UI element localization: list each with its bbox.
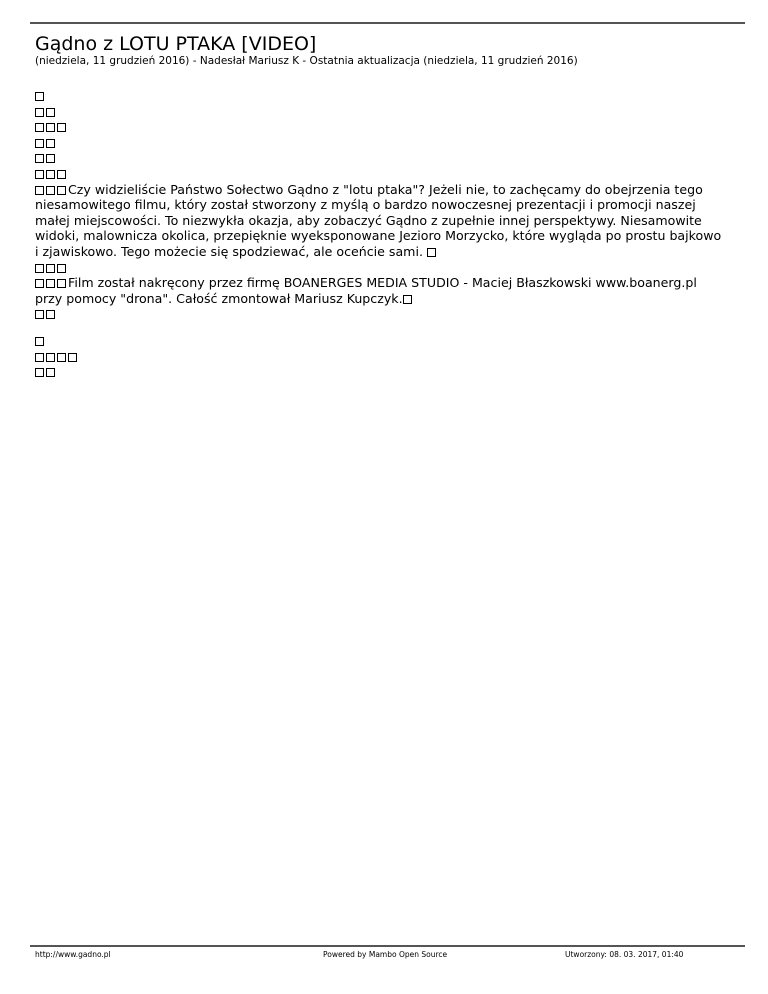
placeholder-glyph-line [35, 260, 725, 276]
missing-glyph-icon [35, 123, 44, 132]
placeholder-glyph-line [35, 88, 725, 104]
missing-glyph-icon [35, 170, 44, 179]
missing-glyph-icon [46, 108, 55, 117]
footer-created-date: Utworzony: 08. 03. 2017, 01:40 [565, 950, 684, 959]
placeholder-glyph-line [35, 119, 725, 135]
missing-glyph-icon [35, 108, 44, 117]
article-title: Gądno z LOTU PTAKA [VIDEO] [35, 33, 317, 55]
missing-glyph-icon [46, 139, 55, 148]
missing-glyph-icon [35, 368, 44, 377]
placeholder-glyph-line [35, 333, 725, 349]
missing-glyph-icon [57, 170, 66, 179]
article-paragraph-credits [35, 275, 725, 306]
placeholder-glyph-line [35, 166, 725, 182]
missing-glyph-icon [57, 353, 66, 362]
missing-glyph-icon [57, 186, 66, 195]
article-meta: (niedziela, 11 grudzień 2016) - Nadesłał Mariusz K - Ostatnia aktualizacja (niedziela, 11 grudzień 2016) [35, 55, 578, 67]
missing-glyph-icon [46, 123, 55, 132]
article-paragraph-intro [35, 182, 725, 260]
header-rule [30, 22, 745, 24]
missing-glyph-icon [35, 154, 44, 163]
placeholder-glyph-line [35, 364, 725, 380]
missing-glyph-icon [35, 353, 44, 362]
paragraph-text: Film został nakręcony przez firmę BOANERGES MEDIA STUDIO - Maciej Błaszkowski www.boanerg.pl przy pomocy "drona". Całość zmontował Mariusz Kupczyk. [35, 275, 697, 306]
missing-glyph-icon [46, 170, 55, 179]
missing-glyph-icon [46, 279, 55, 288]
missing-glyph-icon [427, 248, 436, 257]
missing-glyph-icon [35, 139, 44, 148]
placeholder-glyph-line [35, 135, 725, 151]
footer-powered-by: Powered by Mambo Open Source [323, 950, 448, 959]
missing-glyph-icon [46, 186, 55, 195]
missing-glyph-icon [35, 186, 44, 195]
missing-glyph-icon [46, 264, 55, 273]
missing-glyph-icon [35, 279, 44, 288]
placeholder-glyph-line [35, 104, 725, 120]
missing-glyph-icon [68, 353, 77, 362]
missing-glyph-icon [46, 353, 55, 362]
missing-glyph-icon [403, 295, 412, 304]
missing-glyph-icon [46, 368, 55, 377]
missing-glyph-icon [35, 264, 44, 273]
missing-glyph-icon [35, 92, 44, 101]
article-body [35, 88, 725, 380]
paragraph-text: Czy widzieliście Państwo Sołectwo Gądno z "lotu ptaka"? Jeżeli nie, to zachęcamy do obejrzenia tego niesamowitego filmu, który został stworzony z myślą o bardzo nowoczesnej prezentacji i promocji naszej małej miejscowości. To niezwykła okazja, aby zobaczyć Gądno z zupełnie innej perspektywy. Niesamowite widoki, malownicza okolica, przepięknie wyeksponowane Jezioro Morzycko, które wygląda po prostu bajkowo i zjawiskowo. Tego możecie się spodziewać, ale oceńcie sami. [35, 181, 722, 259]
missing-glyph-icon [57, 264, 66, 273]
missing-glyph-icon [57, 123, 66, 132]
placeholder-glyph-line [35, 150, 725, 166]
spacer [35, 322, 725, 333]
missing-glyph-icon [35, 337, 44, 346]
missing-glyph-icon [35, 310, 44, 319]
missing-glyph-icon [46, 154, 55, 163]
placeholder-glyph-line [35, 306, 725, 322]
footer-site-url: http://www.gadno.pl [35, 950, 111, 959]
placeholder-glyph-line [35, 349, 725, 365]
missing-glyph-icon [57, 279, 66, 288]
missing-glyph-icon [46, 310, 55, 319]
footer-rule [30, 945, 745, 947]
